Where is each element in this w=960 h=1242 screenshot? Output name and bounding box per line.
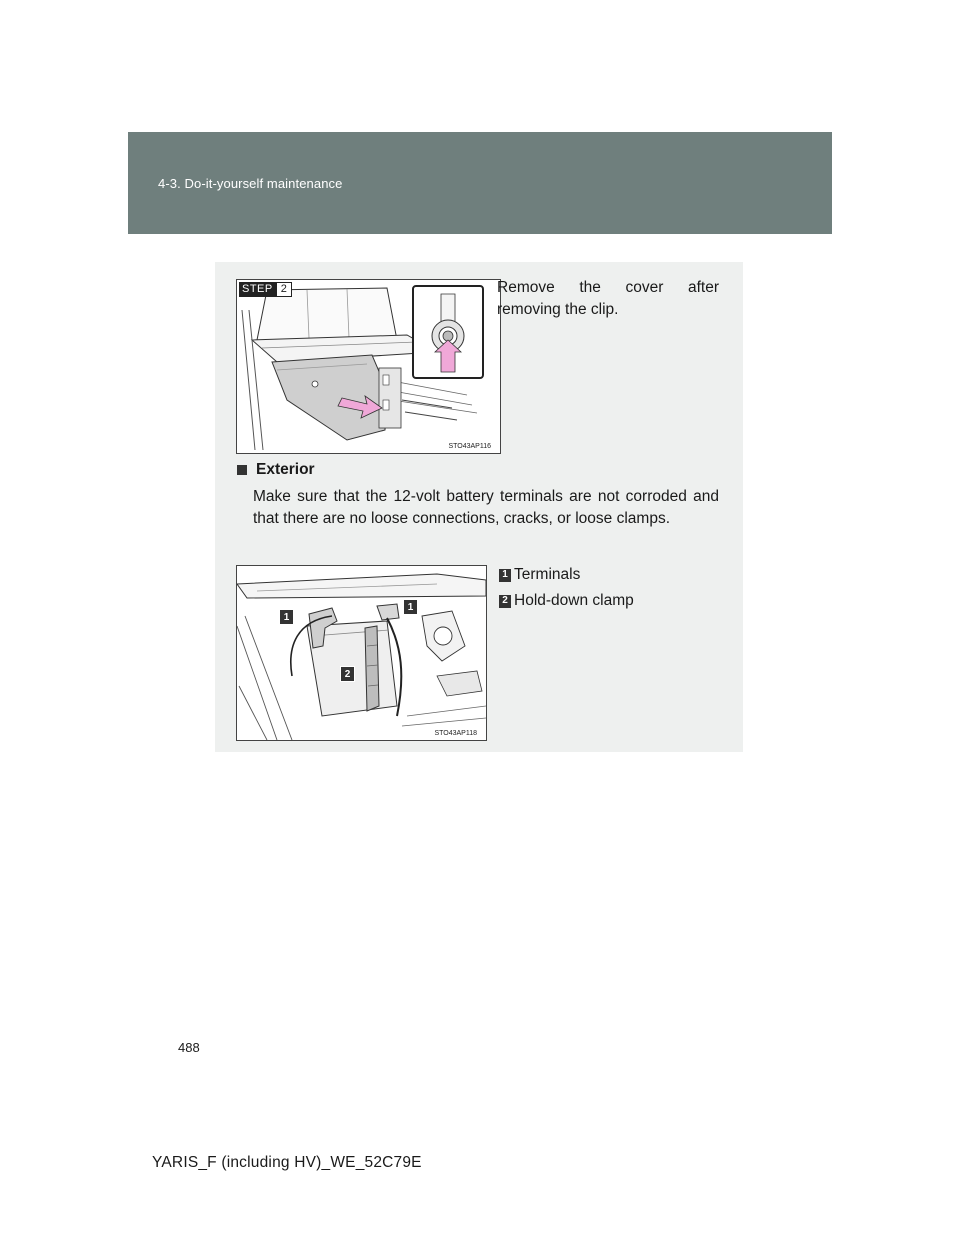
cover-removal-drawing	[237, 280, 500, 453]
exterior-heading: Exterior	[256, 461, 315, 478]
legend-number-badge: 1	[499, 569, 511, 582]
figure-badge-terminal-left: 1	[279, 609, 294, 625]
figure-legend	[499, 564, 729, 616]
cover-removal-illustration	[236, 279, 501, 454]
exterior-heading-row	[237, 461, 315, 479]
battery-drawing	[237, 566, 486, 740]
step-number: 2	[276, 282, 292, 297]
battery-illustration	[236, 565, 487, 741]
figure-code: STO43AP116	[448, 443, 491, 450]
exterior-instruction: Make sure that the 12-volt battery terminals are not corroded and that there are no loose connections, cracks, or loose clamps.	[253, 488, 719, 527]
page-number: 488	[178, 1040, 200, 1055]
figure-code: STO43AP118	[434, 730, 477, 737]
section-title: 4-3. Do-it-yourself maintenance	[158, 176, 343, 191]
legend-label: Terminals	[514, 566, 581, 583]
legend-item	[499, 590, 729, 612]
footer-document-id: YARIS_F (including HV)_WE_52C79E	[152, 1154, 422, 1171]
section-header-band	[128, 132, 832, 234]
step-label: STEP	[239, 282, 276, 297]
legend-number-badge: 2	[499, 595, 511, 608]
step-instruction: Remove the cover after removing the clip.	[497, 279, 719, 318]
legend-label: Hold-down clamp	[514, 592, 634, 609]
figure-badge-terminal-right: 1	[403, 599, 418, 615]
figure-badge-clamp: 2	[340, 666, 355, 682]
legend-item	[499, 564, 729, 586]
step-badge	[239, 282, 292, 297]
bullet-square-icon	[237, 465, 247, 475]
content-panel	[215, 262, 743, 752]
